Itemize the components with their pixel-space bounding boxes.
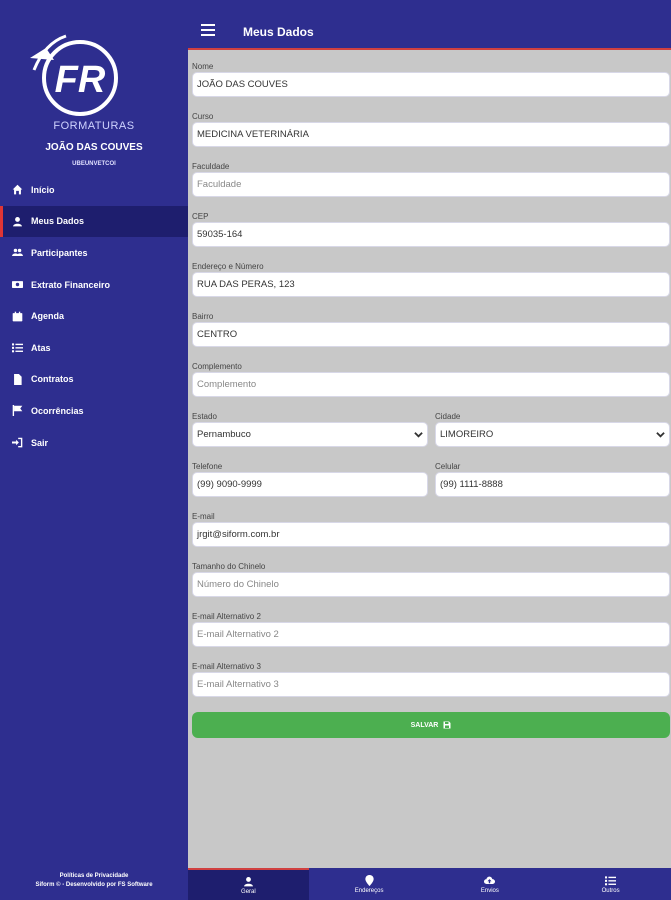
user-name: JOÃO DAS COUVES xyxy=(45,142,143,153)
email-input[interactable]: jrgit@siform.com.br xyxy=(192,522,670,547)
endereco-field xyxy=(192,262,670,297)
curso-input[interactable]: MEDICINA VETERINÁRIA xyxy=(192,122,670,147)
users-icon xyxy=(12,247,23,258)
tab-label: Geral xyxy=(241,888,256,895)
sidebar-item-sair[interactable] xyxy=(0,427,188,459)
estado-value: Pernambuco xyxy=(197,429,251,440)
file-icon xyxy=(12,374,23,385)
cep-input[interactable]: 59035-164 xyxy=(192,222,670,247)
sidebar xyxy=(0,0,188,900)
chevron-down-icon xyxy=(656,430,665,439)
telefone-label: Telefone xyxy=(192,462,223,471)
nome-label: Nome xyxy=(192,62,214,71)
sidebar-item-ocorrencias[interactable] xyxy=(0,395,188,427)
celular-label: Celular xyxy=(435,462,461,471)
chinelo-input[interactable]: Número do Chinelo xyxy=(192,572,670,597)
sidebar-item-agenda[interactable] xyxy=(0,300,188,332)
chinelo-field xyxy=(192,562,670,597)
email-alt2-field xyxy=(192,612,670,647)
sidebar-item-inicio[interactable] xyxy=(0,174,188,206)
tab-enderecos[interactable] xyxy=(309,868,430,900)
user-subtitle: UBEUNVETCOI xyxy=(72,161,116,167)
estado-field xyxy=(192,412,428,447)
brand-text: FORMATURAS xyxy=(53,120,135,132)
signout-icon xyxy=(12,437,23,448)
sidebar-item-participantes[interactable] xyxy=(0,237,188,269)
privacy-policy-link[interactable]: Políticas de Privacidade xyxy=(59,873,129,879)
flag-icon xyxy=(12,405,23,416)
curso-label: Curso xyxy=(192,112,214,121)
money-icon xyxy=(12,279,23,290)
sidebar-item-label: Participantes xyxy=(31,247,88,258)
sidebar-item-label: Meus Dados xyxy=(31,216,85,227)
sidebar-item-label: Sair xyxy=(31,437,49,448)
email-alt2-input[interactable]: E-mail Alternativo 2 xyxy=(192,622,670,647)
estado-label: Estado xyxy=(192,412,217,421)
map-marker-icon xyxy=(364,875,375,886)
nome-input[interactable]: JOÃO DAS COUVES xyxy=(192,72,670,97)
cidade-value: LIMOREIRO xyxy=(440,429,494,440)
user-icon xyxy=(12,216,23,227)
tab-label: Endereços xyxy=(354,887,384,894)
tab-geral[interactable] xyxy=(188,868,309,900)
bairro-field xyxy=(192,312,670,347)
hamburger-menu-icon[interactable] xyxy=(201,24,215,36)
endereco-label: Endereço e Número xyxy=(192,262,264,271)
faculdade-label: Faculdade xyxy=(192,162,230,171)
telefone-field xyxy=(192,462,428,497)
complemento-input[interactable]: Complemento xyxy=(192,372,670,397)
email-alt3-input[interactable]: E-mail Alternativo 3 xyxy=(192,672,670,697)
endereco-input[interactable]: RUA DAS PERAS, 123 xyxy=(192,272,670,297)
complemento-field xyxy=(192,362,670,397)
cep-label: CEP xyxy=(192,212,209,221)
celular-field xyxy=(435,462,670,497)
cep-field xyxy=(192,212,670,247)
email-label: E-mail xyxy=(192,512,215,521)
sidebar-item-label: Início xyxy=(31,184,55,195)
sidebar-item-label: Atas xyxy=(31,342,51,353)
sidebar-item-meus-dados[interactable] xyxy=(0,206,188,238)
chevron-down-icon xyxy=(414,430,423,439)
chinelo-label: Tamanho do Chinelo xyxy=(192,562,266,571)
sidebar-item-label: Extrato Financeiro xyxy=(31,279,111,290)
nome-field xyxy=(192,62,670,97)
page-title: Meus Dados xyxy=(243,25,314,39)
email-alt3-field xyxy=(192,662,670,697)
bottom-tab-bar xyxy=(188,868,671,900)
calendar-icon xyxy=(12,311,23,322)
save-button-label: SALVAR xyxy=(410,721,439,729)
cidade-select[interactable] xyxy=(435,422,670,447)
curso-field xyxy=(192,112,670,147)
save-icon xyxy=(443,721,451,729)
tab-outros[interactable] xyxy=(550,868,671,900)
sidebar-footer xyxy=(0,872,188,890)
sidebar-item-contratos[interactable] xyxy=(0,364,188,396)
email-field xyxy=(192,512,670,547)
cloud-upload-icon xyxy=(484,875,495,886)
complemento-label: Complemento xyxy=(192,362,242,371)
svg-text:FR: FR xyxy=(54,59,106,101)
sidebar-item-label: Contratos xyxy=(31,374,74,385)
cidade-field xyxy=(435,412,670,447)
list-icon xyxy=(605,875,616,886)
faculdade-input[interactable]: Faculdade xyxy=(192,172,670,197)
brand-logo xyxy=(24,30,134,130)
top-header xyxy=(188,0,671,50)
email-alt3-label: E-mail Alternativo 3 xyxy=(192,662,261,671)
copyright-text: Siform © - Desenvolvido por FS Software xyxy=(35,882,153,888)
tab-label: Outros xyxy=(601,887,620,894)
user-icon xyxy=(243,876,254,887)
cidade-label: Cidade xyxy=(435,412,461,421)
email-alt2-label: E-mail Alternativo 2 xyxy=(192,612,261,621)
sidebar-item-atas[interactable] xyxy=(0,332,188,364)
sidebar-item-label: Ocorrências xyxy=(31,405,84,416)
list-icon xyxy=(12,342,23,353)
home-icon xyxy=(12,184,23,195)
sidebar-item-label: Agenda xyxy=(31,311,65,322)
bairro-input[interactable]: CENTRO xyxy=(192,322,670,347)
tab-label: Envios xyxy=(480,887,499,894)
celular-input[interactable]: (99) 1111-8888 xyxy=(435,472,670,497)
telefone-input[interactable]: (99) 9090-9999 xyxy=(192,472,428,497)
tab-envios[interactable] xyxy=(430,868,551,900)
save-button[interactable] xyxy=(192,712,670,738)
bairro-label: Bairro xyxy=(192,312,214,321)
estado-select[interactable] xyxy=(192,422,428,447)
sidebar-nav xyxy=(0,174,188,458)
sidebar-item-extrato-financeiro[interactable] xyxy=(0,269,188,301)
faculdade-field xyxy=(192,162,670,197)
